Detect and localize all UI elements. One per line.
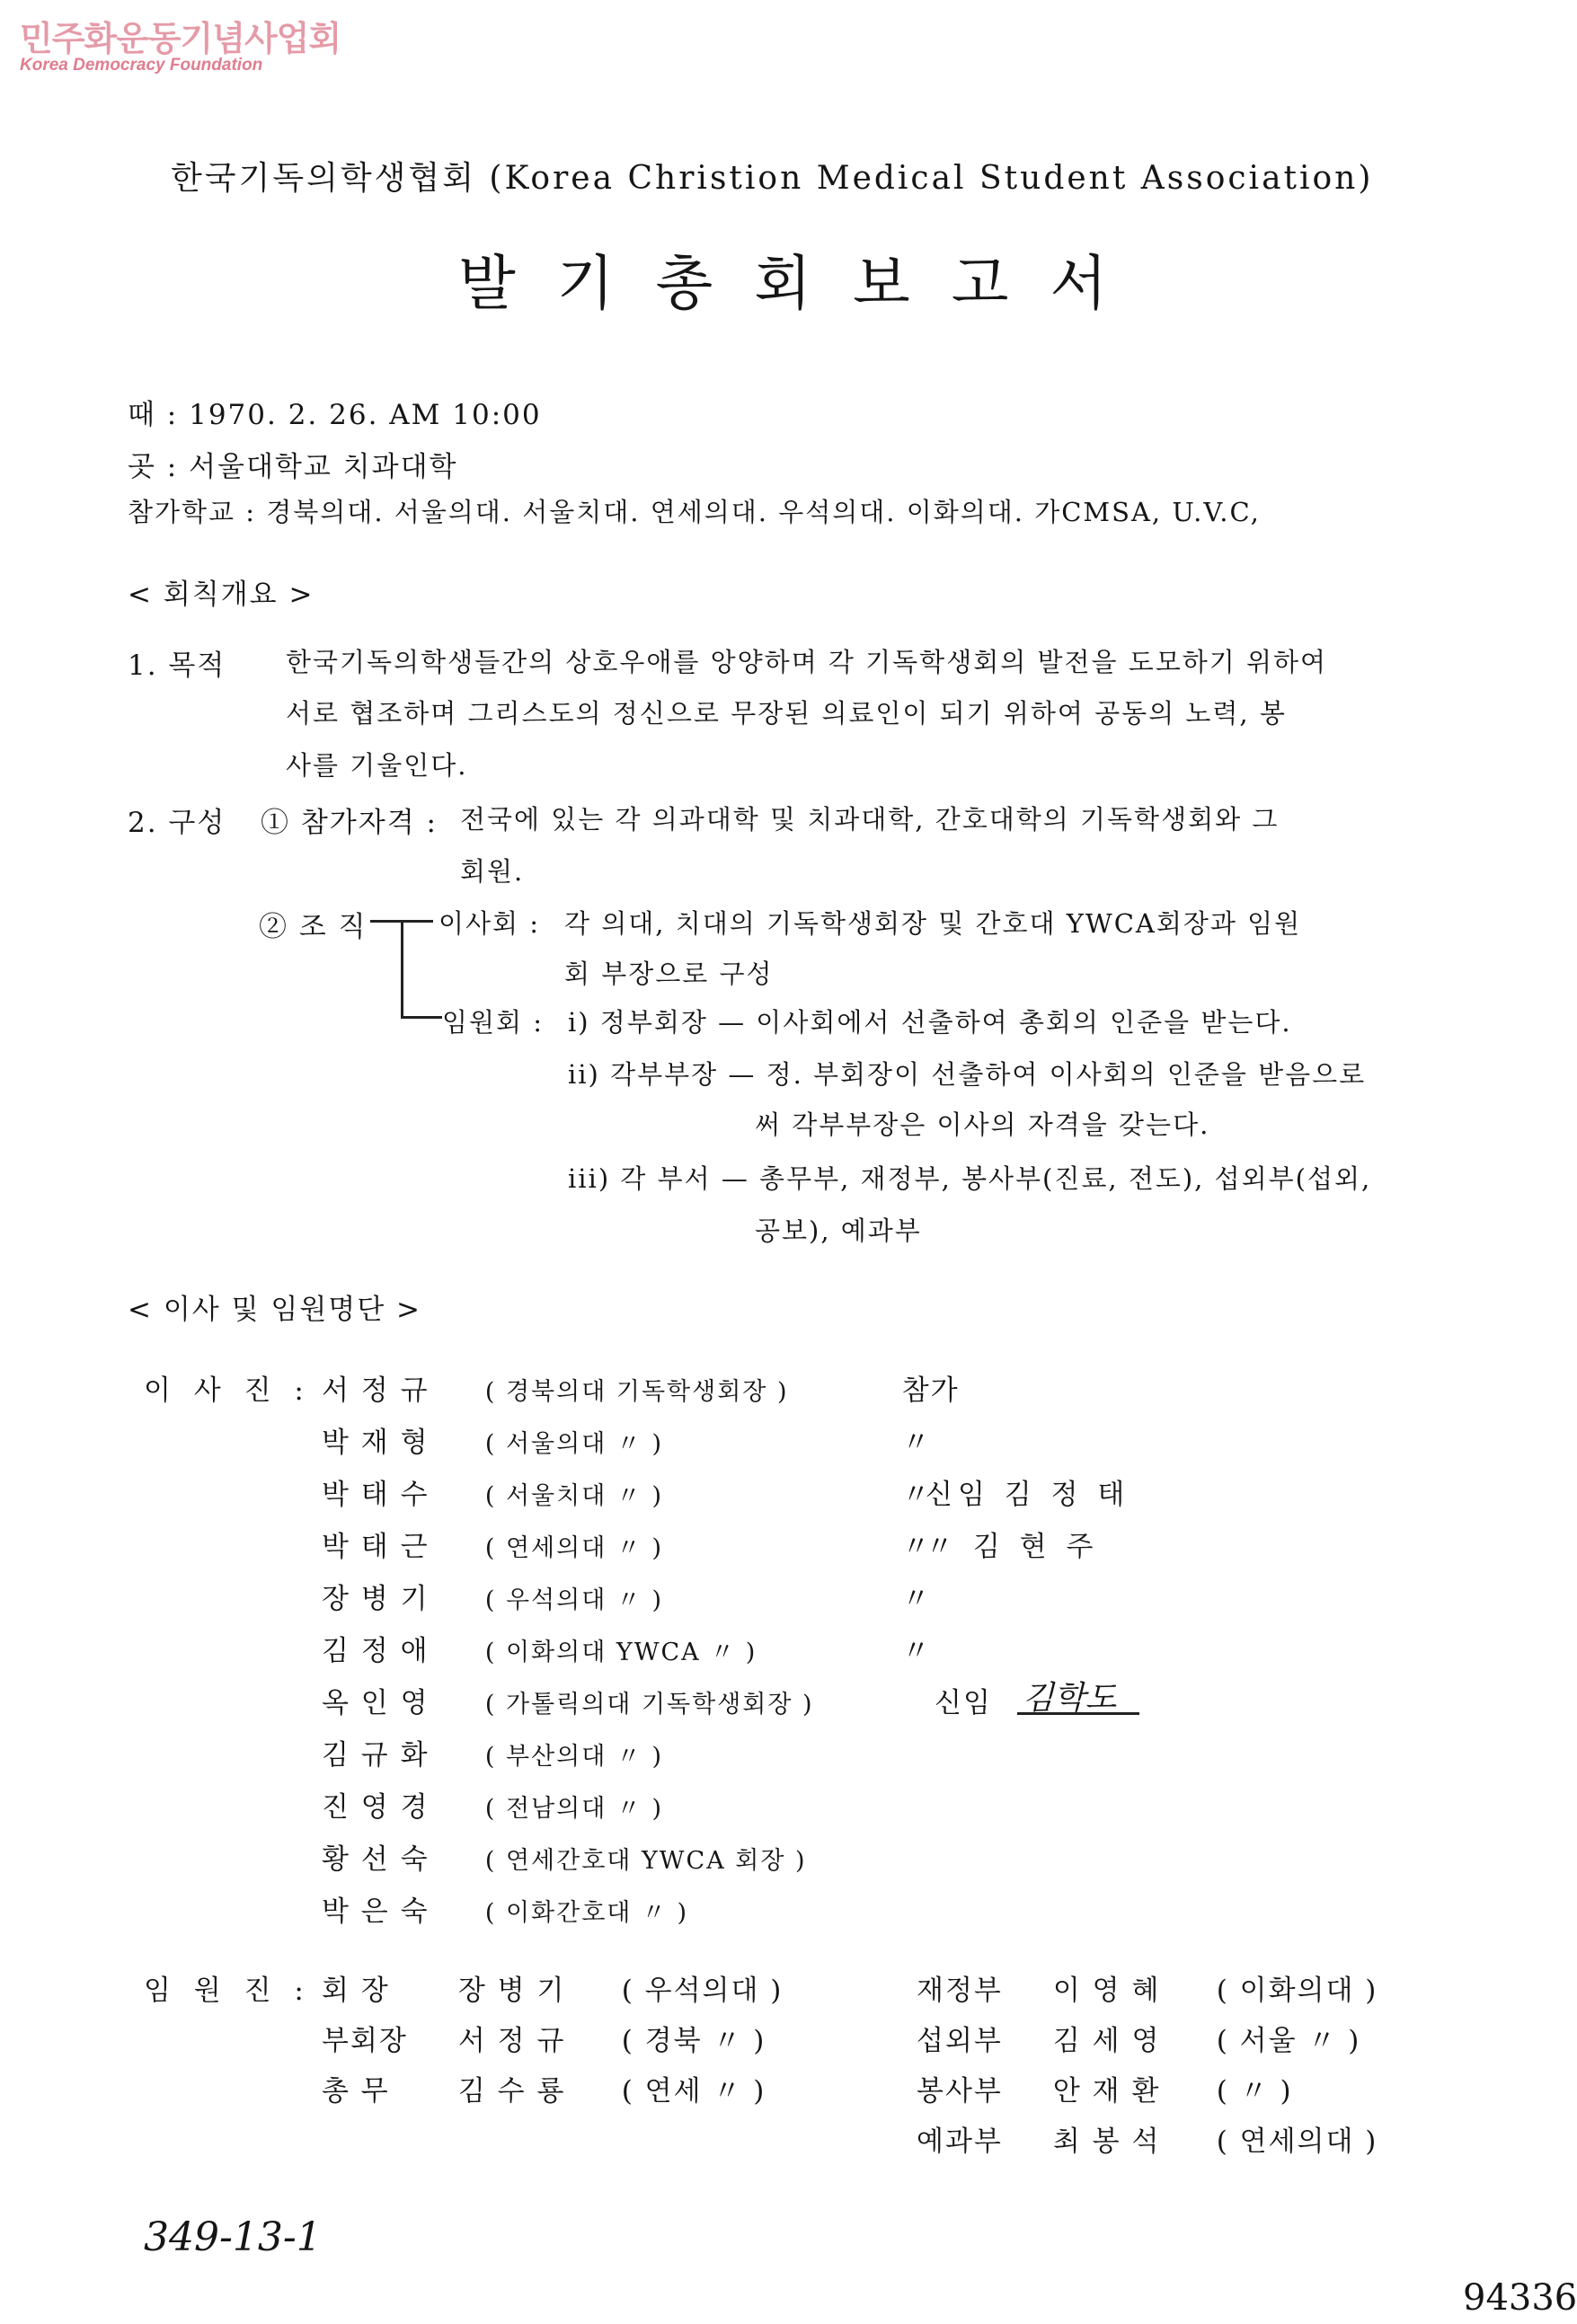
qualification-line-2: 회원.: [460, 856, 525, 887]
participating-schools: 참가학교 : 경북의대. 서울의대. 서울치대. 연세의대. 우석의대. 이화의대. 가CMSA, U.V.C,: [128, 497, 1261, 527]
member-affiliation: ( 가톨릭의대 기독학생회장 ): [484, 1691, 814, 1719]
officer-row: [917, 2118, 1378, 2159]
officer-affiliation: ( 우석의대 ): [621, 1975, 784, 2007]
member-name: 진 영 경: [322, 1791, 430, 1824]
officer-role: 예과부: [917, 2125, 1003, 2158]
new-sig-label: 신임: [935, 1687, 992, 1719]
member-affiliation: ( 이화간호대 〃 ): [484, 1899, 689, 1927]
document-title: 발기총회보고서: [458, 249, 1149, 318]
member-affiliation: ( 서울치대 〃 ): [484, 1482, 664, 1510]
member-name: 박 태 근: [322, 1531, 430, 1563]
watermark-korean: 민주화운동기념사업회: [20, 19, 341, 58]
officer-name: 안 재 환: [1052, 2075, 1161, 2108]
officer-name: 김 세 영: [1052, 2025, 1161, 2057]
board-member: [322, 1628, 932, 1668]
board-members-label: 이 사 진 :: [144, 1374, 311, 1407]
board-member: [322, 1732, 891, 1772]
officer-role: 회 장: [322, 1975, 390, 2007]
officer-row: [917, 1967, 1378, 2008]
officer-affiliation: ( 서울 〃 ): [1216, 2025, 1361, 2057]
member-note: 〃: [901, 1583, 932, 1615]
organization-title: 한국기독의학생협회 (Korea Christion Medical Student Association): [171, 160, 1374, 197]
member-name: 박 태 수: [322, 1479, 430, 1511]
officer-affiliation: ( 경북 〃 ): [621, 2025, 766, 2057]
roster-heading: < 이사 및 임원명단 >: [128, 1294, 421, 1326]
member-affiliation: ( 이화의대 YWCA 〃 ): [484, 1639, 757, 1666]
officers-line-3: 써 각부부장은 이사의 자격을 갖는다.: [755, 1109, 1210, 1140]
member-note: 〃: [901, 1479, 932, 1511]
member-note: 〃: [901, 1427, 932, 1459]
member-name: 황 선 숙: [322, 1843, 430, 1876]
officer-row: [322, 2068, 766, 2108]
officer-name: 장 병 기: [457, 1975, 566, 2007]
board-member: [322, 1471, 932, 1512]
board-member: [322, 1836, 891, 1877]
new-member-1: 신임 김 정 태: [926, 1479, 1130, 1511]
board-member: [322, 1367, 960, 1408]
officer-affiliation: ( 연세 〃 ): [621, 2075, 766, 2108]
meeting-date: 때 : 1970. 2. 26. AM 10:00: [128, 399, 542, 431]
member-affiliation: ( 전남의대 〃 ): [484, 1795, 664, 1823]
signature-underline: [1017, 1712, 1139, 1715]
officer-role: 총 무: [322, 2075, 390, 2108]
member-note: 〃: [901, 1531, 932, 1563]
officer-row: [917, 2068, 1293, 2108]
member-affiliation: ( 경북의대 기독학생회장 ): [484, 1378, 789, 1406]
officer-row: [322, 2018, 766, 2058]
composition-label: 2. 구성: [128, 807, 226, 839]
org-bracket-vertical: [401, 920, 403, 1017]
purpose-line-2: 서로 협조하며 그리스도의 정신으로 무장된 의료인이 되기 위하여 공동의 노력, 봉: [286, 698, 1287, 729]
meeting-place: 곳 : 서울대학교 치과대학: [128, 451, 458, 483]
officer-role: 부회장: [322, 2025, 408, 2057]
board-member: [322, 1680, 891, 1720]
watermark-english: Korea Democracy Foundation: [20, 56, 263, 75]
member-name: 서 정 규: [322, 1374, 430, 1407]
new-sig-name: 김학도: [1023, 1680, 1117, 1717]
officer-row: [322, 1967, 783, 2008]
officer-affiliation: ( 〃 ): [1216, 2075, 1293, 2108]
org-bracket-bottom: [401, 1016, 442, 1019]
officer-name: 최 봉 석: [1052, 2125, 1161, 2158]
member-note: 〃: [901, 1635, 932, 1667]
officers-line-4: iii) 각 부서 — 총무부, 재정부, 봉사부(진료, 전도), 섭외부(섭외,: [568, 1163, 1372, 1194]
officers-members-label: 임 원 진 :: [144, 1975, 311, 2007]
member-name: 박 은 숙: [322, 1895, 430, 1928]
board-member: [322, 1576, 932, 1616]
member-name: 옥 인 영: [322, 1687, 430, 1719]
officer-affiliation: ( 이화의대 ): [1216, 1975, 1378, 2007]
officer-role: 봉사부: [917, 2075, 1003, 2108]
officer-name: 이 영 혜: [1052, 1975, 1161, 2007]
board-member: [322, 1888, 891, 1929]
member-affiliation: ( 우석의대 〃 ): [484, 1586, 664, 1614]
board-member: [322, 1419, 932, 1460]
officers-label: 임원회 :: [442, 1007, 545, 1038]
purpose-label: 1. 목적: [128, 649, 226, 682]
officer-role: 섭외부: [917, 2025, 1003, 2057]
member-note: 참가: [901, 1374, 960, 1407]
officer-affiliation: ( 연세의대 ): [1216, 2125, 1378, 2158]
board-line-1: 각 의대, 치대의 기독학생회장 및 간호대 YWCA회장과 임원: [564, 908, 1302, 939]
board-line-2: 회 부장으로 구성: [564, 959, 774, 989]
member-affiliation: ( 서울의대 〃 ): [484, 1430, 664, 1458]
member-name: 박 재 형: [322, 1427, 430, 1459]
organization-label: ② 조 직: [259, 911, 368, 943]
officer-role: 재정부: [917, 1975, 1003, 2007]
member-name: 김 규 화: [322, 1739, 430, 1772]
officer-name: 서 정 규: [457, 2025, 566, 2057]
qualification-line-1: 전국에 있는 각 의과대학 및 치과대학, 간호대학의 기독학생회와 그: [460, 804, 1280, 835]
overview-heading: < 회칙개요 >: [128, 579, 315, 611]
document-number: 94336: [1463, 2277, 1577, 2319]
member-affiliation: ( 부산의대 〃 ): [484, 1743, 664, 1771]
officers-line-5: 공보), 예과부: [755, 1215, 922, 1246]
board-label: 이사회 :: [439, 908, 541, 939]
member-name: 김 정 애: [322, 1635, 430, 1667]
officer-row: [917, 2018, 1360, 2058]
member-affiliation: ( 연세간호대 YWCA 회장 ): [484, 1847, 807, 1875]
reference-number: 349-13-1: [144, 2214, 322, 2260]
board-member: [322, 1784, 891, 1825]
board-member: [322, 1524, 932, 1564]
purpose-line-3: 사를 기울인다.: [286, 750, 468, 781]
new-member-2: 〃 김 현 주: [926, 1531, 1099, 1563]
member-affiliation: ( 연세의대 〃 ): [484, 1534, 664, 1562]
member-name: 장 병 기: [322, 1583, 430, 1615]
purpose-line-1: 한국기독의학생들간의 상호우애를 앙양하며 각 기독학생회의 발전을 도모하기 위하여: [286, 647, 1328, 677]
officers-line-1: i) 정부회장 — 이사회에서 선출하여 총회의 인준을 받는다.: [568, 1007, 1292, 1038]
officers-line-2: ii) 각부부장 — 정. 부회장이 선출하여 이사회의 인준을 받음으로: [568, 1059, 1367, 1090]
qualification-label: ① 참가자격 :: [261, 807, 438, 839]
officer-name: 김 수 룡: [457, 2075, 566, 2108]
